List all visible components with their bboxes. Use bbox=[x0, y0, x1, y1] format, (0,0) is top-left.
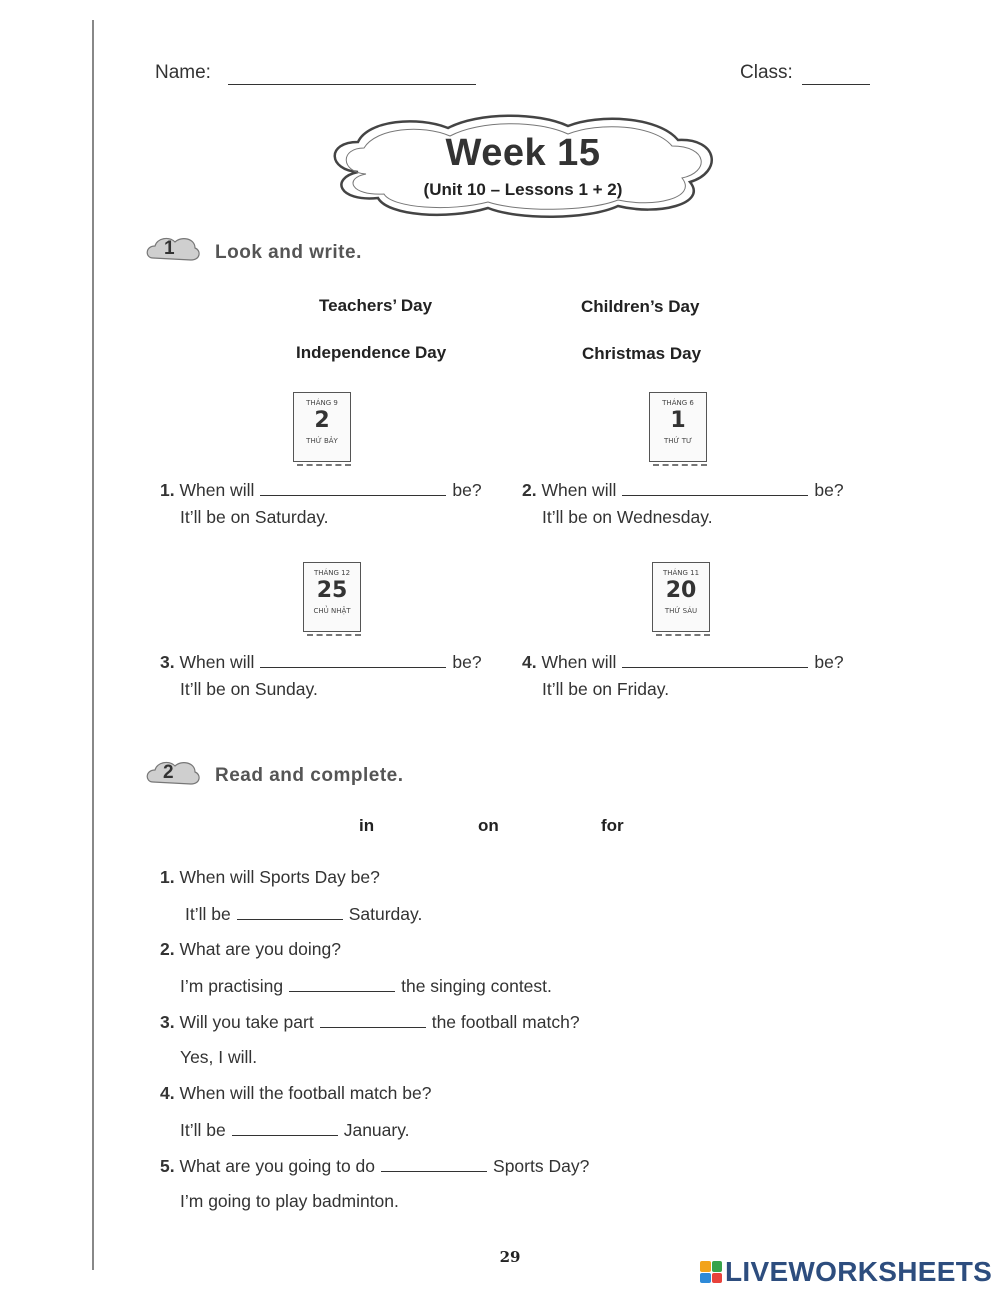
word-childrens-day: Children’s Day bbox=[581, 297, 700, 316]
unit-subtitle: (Unit 10 – Lessons 1 + 2) bbox=[423, 180, 623, 199]
word-for: for bbox=[601, 816, 624, 835]
s2-q1-number: 1. bbox=[160, 867, 175, 887]
s2-a2-post: the singing contest. bbox=[401, 976, 552, 996]
s1-question-3 bbox=[160, 651, 482, 673]
s1-q4-post: be? bbox=[814, 652, 844, 672]
word-in: in bbox=[359, 816, 375, 835]
s2-a1-pre: It’ll be bbox=[185, 904, 231, 924]
s1-q2-pre: When will bbox=[541, 480, 617, 500]
s1-q1-blank[interactable] bbox=[260, 479, 446, 496]
calendar-2-month: THÁNG 6 bbox=[662, 399, 694, 407]
s2-answer-1 bbox=[185, 903, 422, 925]
s2-answer-4 bbox=[180, 1119, 410, 1141]
calendar-icon-4 bbox=[646, 558, 716, 638]
logo-square-red bbox=[712, 1273, 723, 1284]
s2-question-2 bbox=[160, 939, 341, 960]
s1-q3-pre: When will bbox=[179, 652, 255, 672]
calendar-icon-3 bbox=[297, 558, 367, 638]
logo-square-green bbox=[712, 1261, 723, 1272]
word-on: on bbox=[478, 816, 499, 835]
s1-q1-number: 1. bbox=[160, 480, 175, 500]
calendar-4-page-curl bbox=[656, 624, 710, 636]
calendar-3-month: THÁNG 12 bbox=[313, 569, 351, 577]
section2-number: 2 bbox=[163, 762, 174, 783]
s2-question-5 bbox=[160, 1155, 589, 1177]
s1-question-2 bbox=[522, 479, 844, 501]
s2-a2-blank[interactable] bbox=[289, 975, 395, 992]
s1-q1-pre: When will bbox=[179, 480, 255, 500]
section1-number: 1 bbox=[164, 238, 175, 259]
calendar-2-weekday: THỨ TƯ bbox=[663, 437, 693, 445]
calendar-2-day: 1 bbox=[670, 408, 686, 433]
s1-q3-post: be? bbox=[452, 652, 482, 672]
s1-q3-number: 3. bbox=[160, 652, 175, 672]
s2-q2-text: What are you doing? bbox=[179, 939, 341, 959]
s2-q3-pre: Will you take part bbox=[179, 1012, 314, 1032]
class-field[interactable] bbox=[802, 66, 870, 85]
s2-a4-blank[interactable] bbox=[232, 1119, 338, 1136]
s2-q4-number: 4. bbox=[160, 1083, 175, 1103]
calendar-icon-1 bbox=[287, 388, 357, 468]
s2-answer-2 bbox=[180, 975, 552, 997]
word-christmas-day: Christmas Day bbox=[582, 344, 702, 363]
week-title: Week 15 bbox=[445, 132, 601, 174]
s1-q4-blank[interactable] bbox=[622, 651, 808, 668]
s2-q3-number: 3. bbox=[160, 1012, 175, 1032]
section1-badge bbox=[143, 234, 201, 271]
s2-question-1 bbox=[160, 867, 380, 888]
calendar-icon-2 bbox=[643, 388, 713, 468]
s2-q2-number: 2. bbox=[160, 939, 175, 959]
s2-question-4 bbox=[160, 1083, 431, 1104]
calendar-1-day: 2 bbox=[314, 408, 330, 433]
logo-square-orange bbox=[700, 1261, 711, 1272]
section2-title: Read and complete. bbox=[215, 765, 404, 786]
calendar-2-page-curl bbox=[653, 454, 707, 466]
s2-answer-5: I’m going to play badminton. bbox=[180, 1191, 399, 1211]
s2-question-3 bbox=[160, 1011, 580, 1033]
liveworksheets-brand-text: LIVEWORKSHEETS bbox=[725, 1256, 993, 1287]
s2-a1-post: Saturday. bbox=[348, 904, 423, 924]
s1-answer-4: It’ll be on Friday. bbox=[542, 679, 670, 699]
s2-q4-text: When will the football match be? bbox=[179, 1083, 432, 1103]
calendar-1-weekday: THỨ BẢY bbox=[306, 437, 338, 445]
name-label: Name: bbox=[155, 62, 211, 83]
s2-q3-blank[interactable] bbox=[320, 1011, 426, 1028]
name-field[interactable] bbox=[228, 66, 476, 85]
liveworksheets-logo-icon bbox=[700, 1261, 722, 1283]
calendar-4-weekday: THỨ SÁU bbox=[664, 607, 698, 615]
calendar-3-day: 25 bbox=[316, 578, 348, 603]
s1-q2-number: 2. bbox=[522, 480, 537, 500]
s1-q4-pre: When will bbox=[541, 652, 617, 672]
s2-q5-pre: What are you going to do bbox=[179, 1156, 376, 1176]
page-number: 29 bbox=[499, 1248, 521, 1266]
s1-q3-blank[interactable] bbox=[260, 651, 446, 668]
s2-answer-3: Yes, I will. bbox=[180, 1047, 258, 1067]
word-teachers-day: Teachers’ Day bbox=[319, 296, 433, 315]
s1-question-1 bbox=[160, 479, 482, 501]
calendar-4-month: THÁNG 11 bbox=[662, 569, 700, 577]
s2-a1-blank[interactable] bbox=[237, 903, 343, 920]
s2-q1-text: When will Sports Day be? bbox=[179, 867, 380, 887]
s1-answer-2: It’ll be on Wednesday. bbox=[542, 507, 713, 527]
s1-q2-post: be? bbox=[814, 480, 844, 500]
section2-badge bbox=[143, 758, 201, 795]
calendar-3-weekday: CHỦ NHẬT bbox=[313, 607, 351, 615]
s2-q5-number: 5. bbox=[160, 1156, 175, 1176]
s2-q5-blank[interactable] bbox=[381, 1155, 487, 1172]
calendar-3-page-curl bbox=[307, 624, 361, 636]
s1-answer-1: It’ll be on Saturday. bbox=[180, 507, 329, 527]
s1-q4-number: 4. bbox=[522, 652, 537, 672]
margin-line bbox=[92, 20, 94, 1270]
s1-q1-post: be? bbox=[452, 480, 482, 500]
s1-q2-blank[interactable] bbox=[622, 479, 808, 496]
s2-a4-pre: It’ll be bbox=[180, 1120, 226, 1140]
s1-question-4 bbox=[522, 651, 844, 673]
class-label: Class: bbox=[740, 62, 793, 83]
calendar-4-day: 20 bbox=[665, 578, 697, 603]
s2-q5-post: Sports Day? bbox=[493, 1156, 590, 1176]
calendar-1-page-curl bbox=[297, 454, 351, 466]
s2-a4-post: January. bbox=[343, 1120, 410, 1140]
calendar-1-month: THÁNG 9 bbox=[306, 399, 338, 407]
section1-title: Look and write. bbox=[215, 242, 362, 263]
word-independence-day: Independence Day bbox=[296, 343, 447, 362]
s2-a2-pre: I’m practising bbox=[180, 976, 284, 996]
s2-q3-post: the football match? bbox=[431, 1012, 580, 1032]
s1-answer-3: It’ll be on Sunday. bbox=[180, 679, 318, 699]
logo-square-blue bbox=[700, 1273, 711, 1284]
liveworksheets-logo[interactable] bbox=[700, 1257, 992, 1287]
